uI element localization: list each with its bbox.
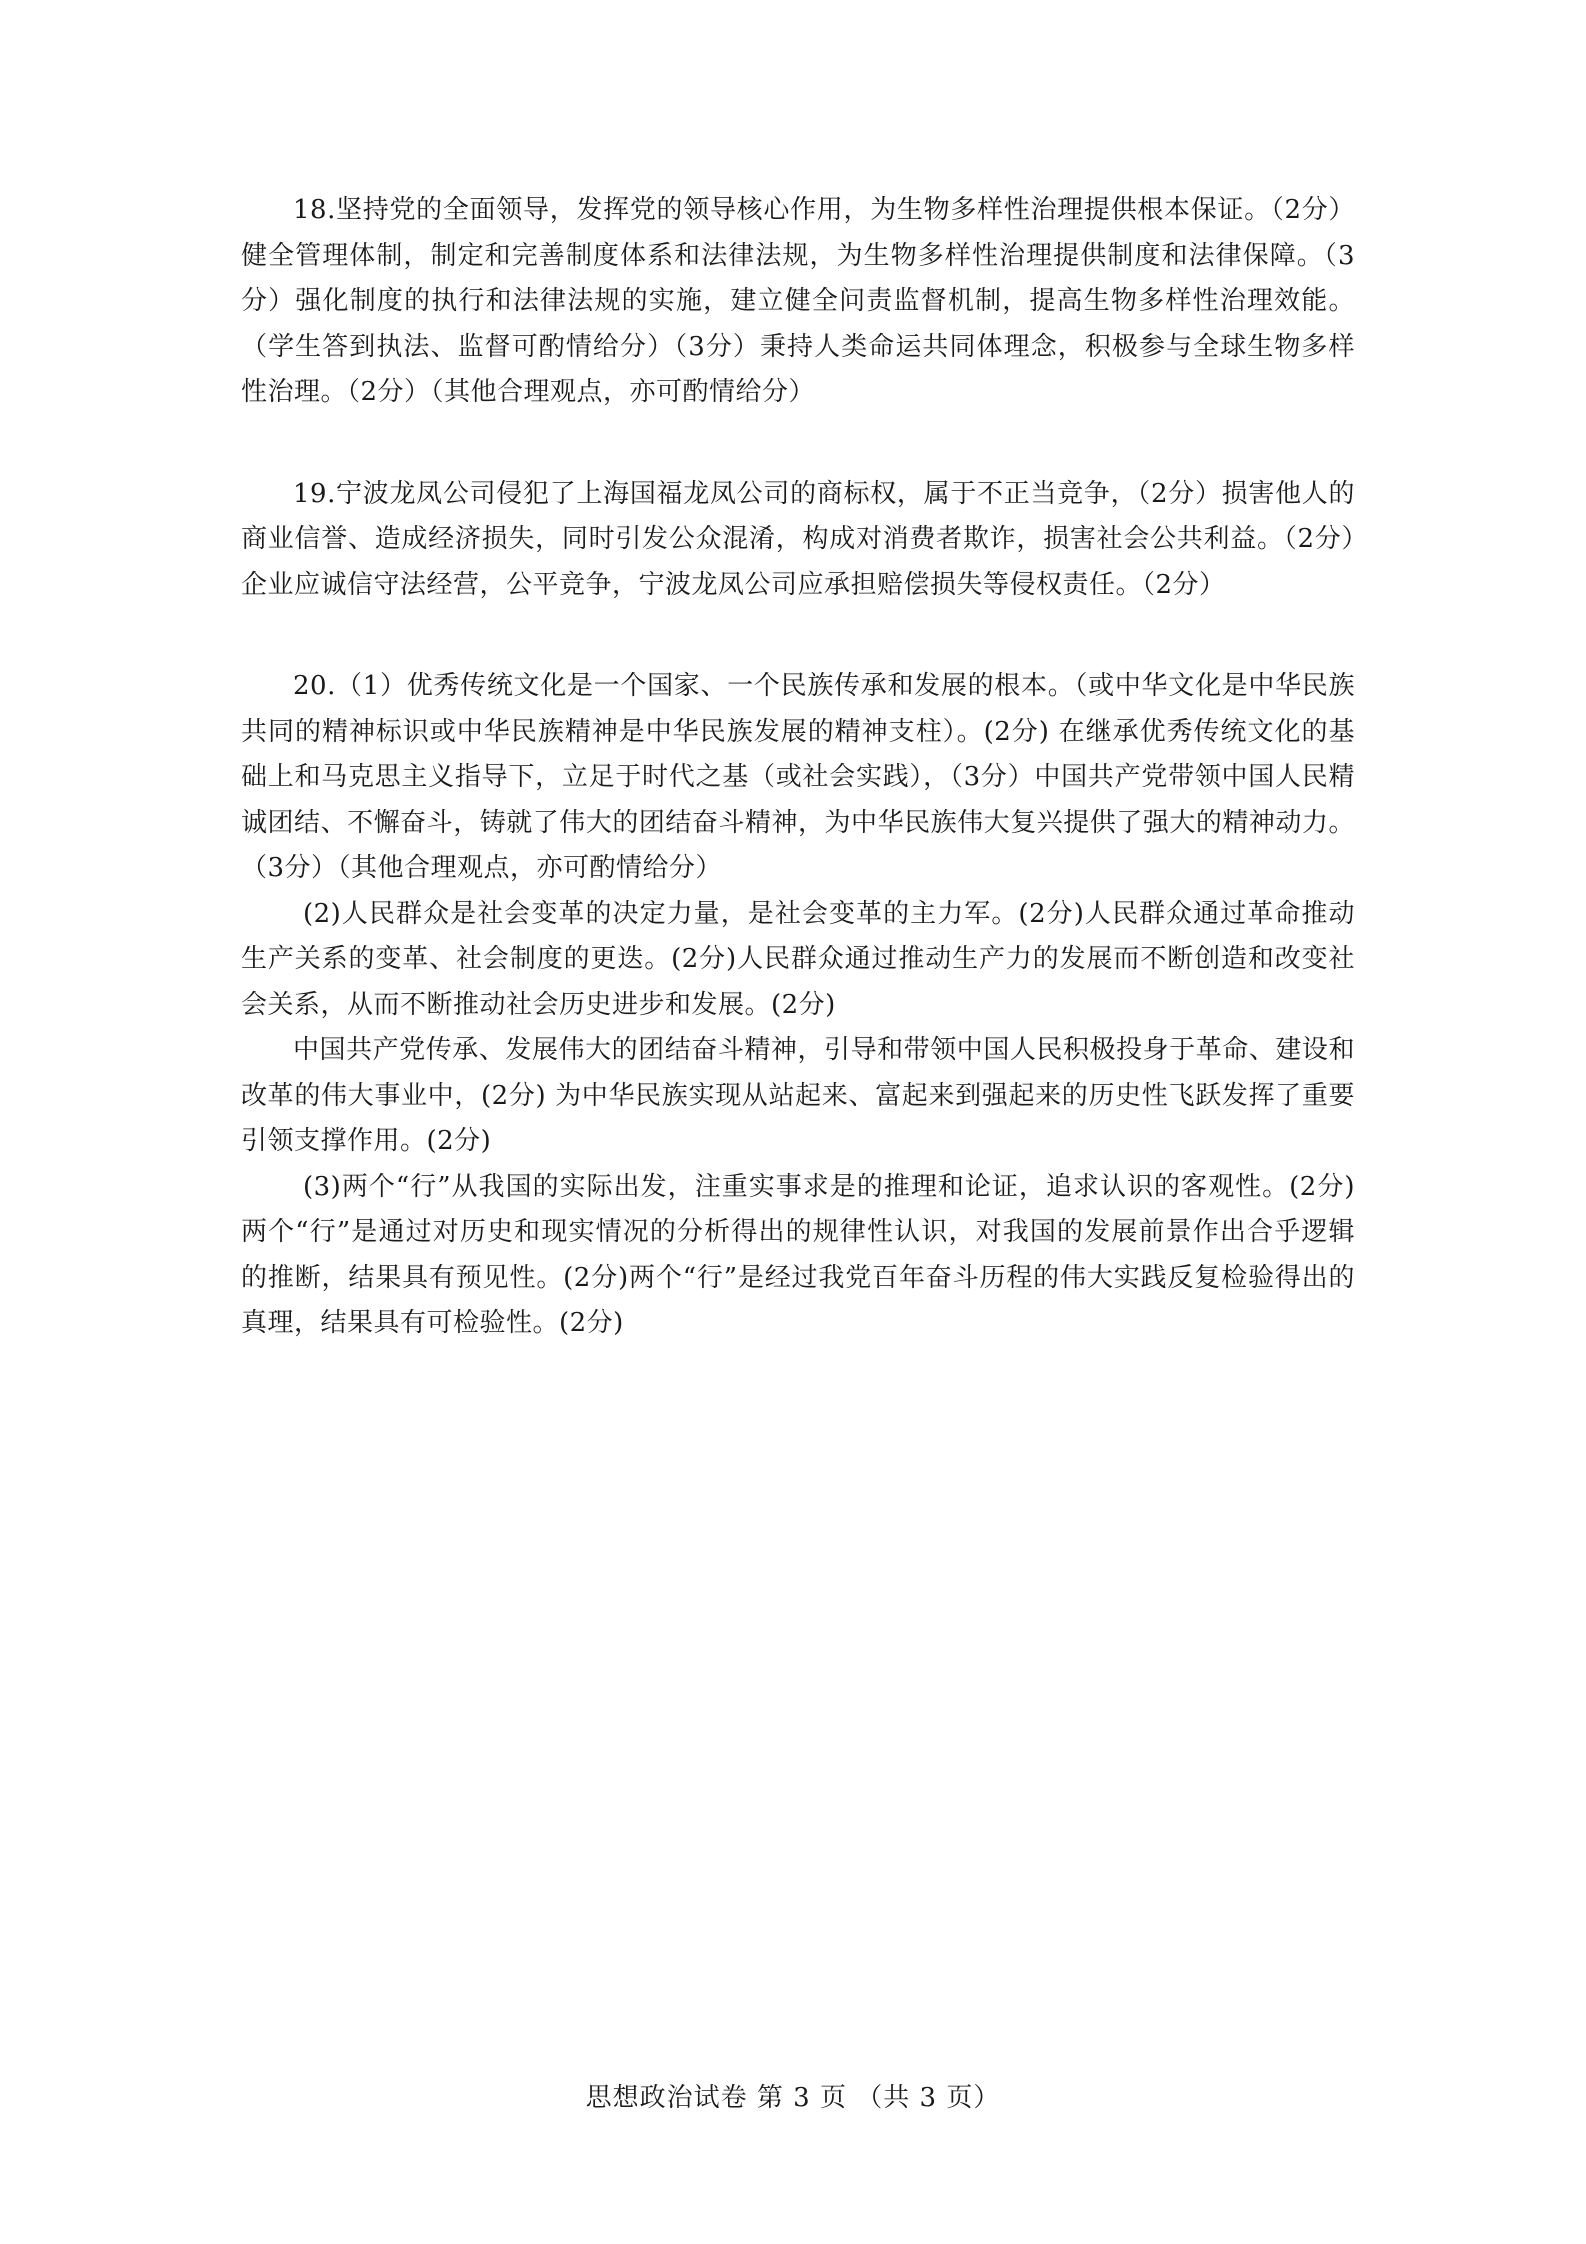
answer-20-part-3: (3)两个“行”从我国的实际出发，注重实事求是的推理和论证，追求认识的客观性。(2分)两个“行”是通过对历史和现实情况的分析得出的规律性认识，对我国的发展前景作出合乎逻辑的推断，结果具有预见性。(2分)两个“行”是经过我党百年奋斗历程的伟大实践反复检验得出的真理，结果具有可检验性。(2分) <box>241 1171 1355 1338</box>
answer-19: 19.宁波龙凤公司侵犯了上海国福龙凤公司的商标权，属于不正当竞争，（2分）损害他人的商业信誉、造成经济损失，同时引发公众混淆，构成对消费者欺诈，损害社会公共利益。（2分）企业应诚信守法经营，公平竞争，宁波龙凤公司应承担赔偿损失等侵权责任。（2分） <box>241 478 1355 600</box>
answer-20-part-2-b: 中国共产党传承、发展伟大的团结奋斗精神，引导和带领中国人民积极投身于革命、建设和改革的伟大事业中，(2分) 为中华民族实现从站起来、富起来到强起来的历史性飞跃发挥了重要引领支撑作用。(2分) <box>241 1035 1355 1156</box>
answer-20-part-2-a: (2)人民群众是社会变革的决定力量，是社会变革的主力军。(2分)人民群众通过革命推动生产关系的变革、社会制度的更迭。(2分)人民群众通过推动生产力的发展而不断创造和改变社会关系，从而不断推动社会历史进步和发展。(2分) <box>241 898 1355 1020</box>
page-footer: 思想政治试卷 第 3 页 （共 3 页） <box>585 2083 1001 2113</box>
answer-18: 18.坚持党的全面领导，发挥党的领导核心作用，为生物多样性治理提供根本保证。（2分）健全管理体制，制定和完善制度体系和法律法规，为生物多样性治理提供制度和法律保障。（3分）强化制度的执行和法律法规的实施，建立健全问责监督机制，提高生物多样性治理效能。（学生答到执法、监督可酌情给分）（3分）秉持人类命运共同体理念，积极参与全球生物多样性治理。（2分）（其他合理观点，亦可酌情给分） <box>241 195 1355 407</box>
answer-20-part-1: 20.（1）优秀传统文化是一个国家、一个民族传承和发展的根本。（或中华文化是中华民族共同的精神标识或中华民族精神是中华民族发展的精神支柱）。(2分) 在继承优秀传统文化的基础上和马克思主义指导下，立足于时代之基（或社会实践），（3分）中国共产党带领中国人民精诚团结、不懈奋斗，铸就了伟大的团结奋斗精神，为中华民族伟大复兴提供了强大的精神动力。（3分）（其他合理观点，亦可酌情给分） <box>241 671 1355 883</box>
answer-content <box>241 188 1355 1347</box>
